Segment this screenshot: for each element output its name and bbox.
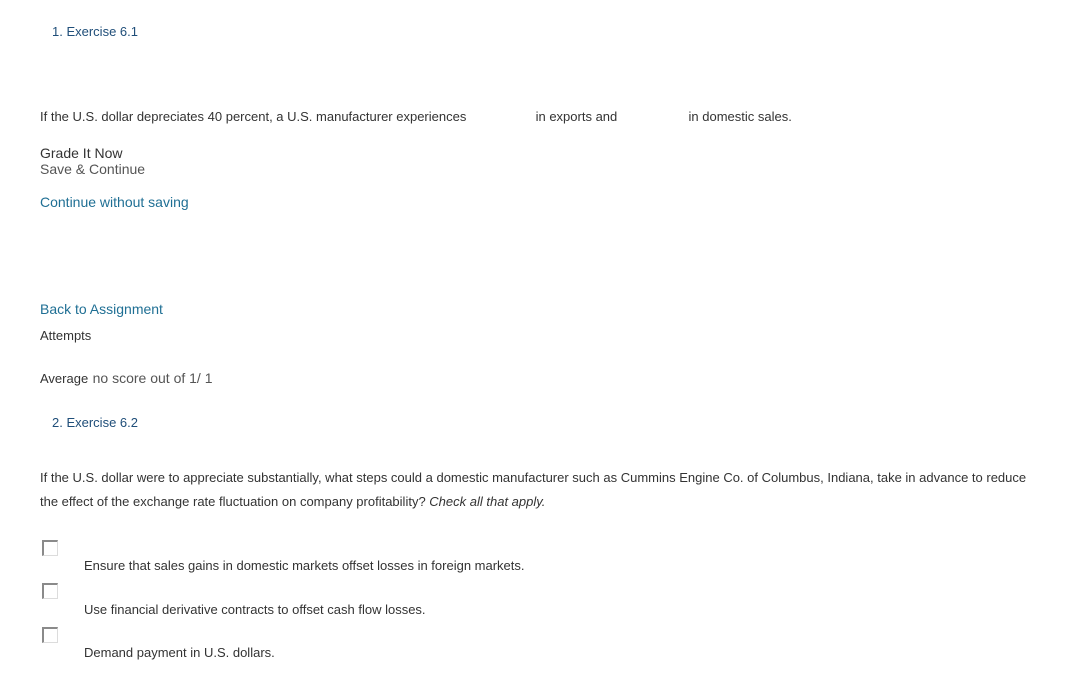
average-score bbox=[40, 370, 213, 388]
continue-without-saving-link[interactable]: Continue without saving bbox=[40, 194, 189, 210]
question-hint: Check all that apply. bbox=[429, 494, 546, 509]
option-2-checkbox[interactable] bbox=[42, 583, 58, 599]
question-text-part-3: in domestic sales. bbox=[688, 109, 792, 124]
grade-it-now-button[interactable]: Grade It Now bbox=[40, 145, 123, 161]
option-3-label: Demand payment in U.S. dollars. bbox=[84, 645, 275, 660]
back-to-assignment-link[interactable]: Back to Assignment bbox=[40, 301, 163, 317]
question-main-text: If the U.S. dollar were to appreciate substantially, what steps could a domestic manufacturer such as Cummins Engine Co. of Columbus, Indiana, take in advance to reduce the effect of the exchange rate fluctuation on company profitability? bbox=[40, 470, 1027, 509]
option-3-checkbox[interactable] bbox=[42, 627, 58, 643]
question-text-part-2: in exports and bbox=[535, 109, 618, 124]
average-label: Average bbox=[40, 371, 89, 386]
option-1-checkbox[interactable] bbox=[42, 540, 58, 556]
attempts-label: Attempts bbox=[40, 328, 92, 343]
exercise-2-question bbox=[40, 466, 1040, 514]
exercise-1-question bbox=[40, 109, 792, 124]
exercise-1-title: 1. Exercise 6.1 bbox=[52, 24, 138, 39]
save-and-continue-button[interactable]: Save & Continue bbox=[40, 161, 146, 177]
option-1-label: Ensure that sales gains in domestic markets offset losses in foreign markets. bbox=[84, 558, 525, 573]
exercise-2-title: 2. Exercise 6.2 bbox=[52, 415, 138, 430]
average-value: no score out of 1/ 1 bbox=[92, 370, 213, 386]
question-text-part-1: If the U.S. dollar depreciates 40 percent, a U.S. manufacturer experiences bbox=[40, 109, 467, 124]
option-2-label: Use financial derivative contracts to offset cash flow losses. bbox=[84, 602, 426, 617]
